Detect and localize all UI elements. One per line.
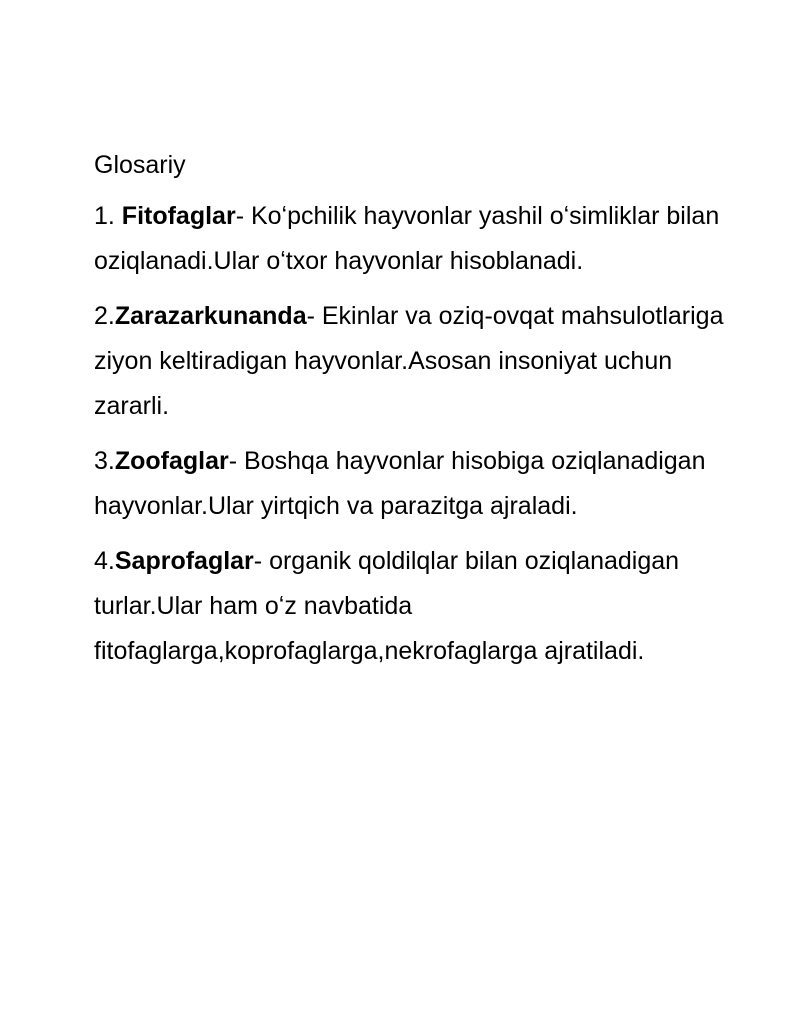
entry-number: 4. [94, 547, 115, 575]
entry-definition: - Koʻpchilik hayvonlar yashil oʻsimliklar bilan oziqlanadi.Ular oʻtxor hayvonlar hisoblanadi. [94, 202, 720, 275]
document-title: Glosariy [94, 151, 186, 179]
glossary-entry-2 [94, 294, 734, 429]
entry-term: Zarazarkunanda [114, 302, 307, 330]
entry-term: Zoofaglar [114, 447, 229, 475]
document-body [94, 143, 734, 684]
entry-definition: - organik qoldilqlar bilan oziqlanadigan turlar.Ular ham oʻz navbatida fitofaglarga,koprofaglarga,nekrofaglarga ajratiladi. [94, 547, 680, 665]
entry-number: 1. [94, 202, 122, 230]
entry-definition: - Boshqa hayvonlar hisobiga oziqlanadigan hayvonlar.Ular yirtqich va parazitga ajraladi. [94, 447, 706, 520]
entry-number: 2. [94, 302, 115, 330]
glossary-entry-1 [94, 194, 734, 284]
entry-term: Saprofaglar [114, 547, 254, 575]
glossary-entry-4 [94, 539, 734, 674]
entry-term: Fitofaglar [121, 202, 236, 230]
entry-number: 3. [94, 447, 115, 475]
entry-definition: - Ekinlar va oziq-ovqat mahsulotlariga ziyon keltiradigan hayvonlar.Asosan insoniyat uchun zararli. [94, 302, 724, 420]
glossary-entry-3 [94, 439, 734, 529]
